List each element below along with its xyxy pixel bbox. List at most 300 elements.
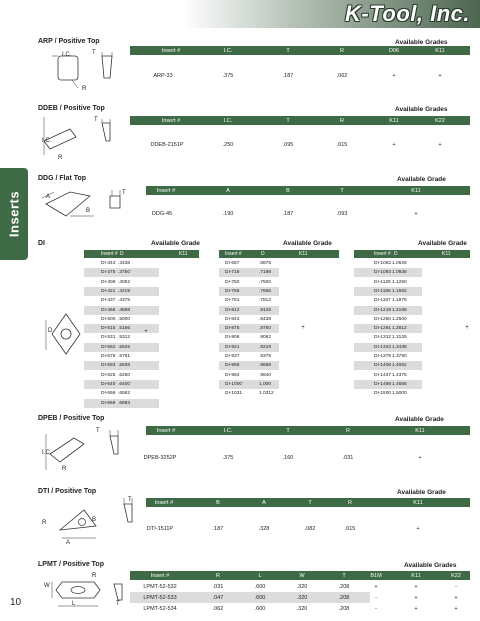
di-table-2-grade-mark: + — [465, 324, 469, 331]
lpmt-row — [130, 581, 457, 592]
di-t0-grades-title: Available Grade — [151, 240, 200, 247]
di-insert-number: DI-669 — [101, 400, 116, 406]
dpeb-c1: .375 — [222, 455, 234, 461]
lpmt-row — [130, 603, 458, 614]
dpeb-t-label: T — [96, 428, 100, 434]
di-table-1-row — [219, 324, 279, 333]
dpeb-h3: R — [346, 427, 350, 434]
arp-c4: + — [392, 73, 396, 79]
di-table-0-row — [84, 371, 159, 380]
di-table-1-row — [219, 306, 279, 315]
lpmt-cell: .600 — [254, 606, 266, 612]
di-d-value: .4062 — [118, 279, 131, 285]
di-table-1-row — [219, 389, 279, 398]
arp-ic-label: I.C. — [62, 52, 72, 58]
di-d-value: .6875 — [259, 261, 272, 266]
di-insert-number: DI-687 — [225, 261, 240, 266]
di-insert-number: DI-1406 — [374, 363, 392, 369]
arp-title: ARP / Positive Top — [38, 38, 100, 45]
dti-c0: DTI-1511P — [146, 526, 174, 532]
ddg-h1: A — [226, 187, 230, 194]
di-insert-number: DI-531 — [101, 335, 116, 341]
di-d-value: .7812 — [259, 298, 272, 304]
di-t1-h1: D — [261, 251, 265, 258]
lpmt-r-label: R — [92, 573, 97, 579]
ddeb-h2: T — [286, 117, 290, 124]
di-d-value: .5312 — [118, 335, 131, 341]
di-d-value: 1.0625 — [392, 261, 407, 266]
di-insert-number: DI-578 — [101, 354, 116, 359]
di-insert-number: DI-593 — [101, 363, 116, 369]
lpmt-cell: .320 — [296, 584, 308, 590]
di-t2-grades-title: Available Grade — [418, 240, 467, 247]
dti-h1: B — [216, 499, 220, 506]
di-d-value: .6400 — [118, 381, 131, 387]
di-table-0-grade-mark: + — [144, 329, 148, 336]
ddeb-row — [130, 139, 470, 150]
dti-c5: + — [416, 526, 420, 532]
lpmt-grades-title: Available Grades — [404, 562, 457, 569]
di-insert-number: DI-1218 — [374, 307, 392, 313]
dpeb-table-header — [146, 426, 470, 435]
di-d-value: 1.1875 — [392, 298, 407, 304]
di-d-value: .7656 — [259, 288, 272, 294]
ddg-h3: T — [340, 187, 344, 194]
side-tab — [0, 168, 28, 260]
di-d-value: .3438 — [118, 261, 131, 266]
di-insert-number: DI-1343 — [374, 344, 392, 350]
di-d-value: .3750 — [118, 270, 131, 276]
arp-c1: .375 — [222, 73, 234, 79]
ddg-h4: K11 — [411, 187, 421, 194]
dpeb-ic-label: I.C. — [42, 450, 52, 456]
di-table-2-row — [354, 333, 422, 342]
ddeb-c5: + — [438, 142, 442, 148]
di-table-0-row — [84, 306, 159, 315]
di-table-1-row — [219, 315, 279, 324]
lpmt-cell: + — [454, 606, 458, 612]
di-insert-number: DI-1062 — [374, 261, 392, 266]
di-d-value: 1.4688 — [392, 381, 407, 387]
di-d-value: 1.1562 — [392, 288, 407, 294]
di-t0-h2: K11 — [179, 251, 188, 258]
dpeb-c3: .031 — [342, 455, 354, 461]
di-table-2-row — [354, 361, 422, 370]
lpmt-h1: R — [216, 572, 220, 579]
ddeb-h5: K22 — [435, 117, 445, 124]
arp-c3: .062 — [336, 73, 348, 79]
arp-t-label: T — [92, 50, 96, 56]
lpmt-t-label: T — [116, 601, 120, 607]
di-insert-number: DI-1031 — [225, 391, 243, 397]
di-d-value: 1.3438 — [392, 344, 407, 350]
ddeb-h0: Insert # — [161, 117, 181, 124]
dpeb-title: DPEB / Positive Top — [38, 415, 105, 422]
ddeb-h4: K11 — [389, 117, 399, 124]
lpmt-h0: Insert # — [150, 572, 170, 579]
di-t1-h2: K11 — [299, 251, 308, 258]
dti-a-label: A — [66, 540, 71, 546]
di-table-1-row — [219, 352, 279, 361]
lpmt-cell: - — [455, 584, 457, 590]
di-table-0-header — [84, 250, 199, 258]
di-d-value: .9375 — [259, 354, 272, 359]
dpeb-c0: DPEB-3252P — [143, 455, 177, 461]
dti-h3: T — [308, 499, 312, 506]
di-insert-number: DI-1500 — [374, 391, 392, 397]
arp-h2: T — [286, 47, 290, 54]
dti-c4: .015 — [344, 526, 356, 532]
di-d-value: .8750 — [259, 326, 272, 332]
di-table-2-row — [354, 343, 422, 352]
di-insert-number: DI-750 — [225, 279, 240, 285]
di-d-label: D — [48, 328, 53, 334]
di-d-value: 1.3750 — [392, 354, 407, 359]
di-t2-h1: D — [394, 251, 398, 258]
lpmt-cell: .600 — [254, 595, 266, 601]
lpmt-cell: .600 — [254, 584, 266, 590]
dti-h4: R — [348, 499, 352, 506]
dti-c1: .187 — [212, 526, 224, 532]
di-d-value: .9219 — [259, 344, 272, 350]
di-d-value: 1.0938 — [392, 270, 407, 276]
lpmt-cell: - — [375, 595, 377, 601]
di-table-1-row — [219, 361, 279, 370]
lpmt-h4: T — [342, 572, 346, 579]
arp-table-header — [130, 46, 470, 55]
di-d-value: 1.000 — [259, 381, 272, 387]
di-insert-number: DI-765 — [225, 288, 240, 294]
ddeb-c3: .015 — [336, 142, 348, 148]
lpmt-l-label: L — [72, 601, 76, 607]
di-d-value: 1.0312 — [259, 391, 274, 397]
lpmt-cell: + — [414, 584, 418, 590]
di-table-1-row — [219, 343, 279, 352]
lpmt-h7: K22 — [451, 572, 461, 579]
di-table-1-header — [219, 250, 339, 258]
di-insert-number: DI-625 — [101, 372, 116, 378]
di-d-value: 1.2500 — [392, 316, 407, 322]
di-d-value: .6562 — [118, 391, 131, 397]
lpmt-cell: .208 — [338, 595, 350, 601]
ddeb-ic-label: I.C. — [42, 138, 52, 144]
di-insert-number: DI-375 — [101, 270, 116, 276]
di-table-1-row — [219, 380, 279, 389]
lpmt-title: LPMT / Positive Top — [38, 561, 104, 568]
lpmt-h2: L — [258, 572, 262, 579]
ddg-row — [146, 208, 470, 219]
di-d-value: .5000 — [118, 316, 131, 322]
di-insert-number: DI-718 — [225, 270, 240, 276]
di-insert-number: DI-656 — [101, 391, 116, 397]
di-insert-number: DI-500 — [101, 316, 116, 322]
di-table-2-row — [354, 287, 422, 296]
dpeb-r-label: R — [62, 466, 67, 472]
dpeb-h0: Insert # — [156, 427, 176, 434]
di-d-value: 1.2812 — [392, 326, 407, 332]
lpmt-table-header — [130, 571, 470, 580]
dti-table-header — [146, 498, 470, 507]
di-insert-number: DI-343 — [101, 261, 116, 266]
ddg-c0: DDG-45 — [151, 211, 173, 217]
di-table-1-row — [219, 278, 279, 287]
di-table-1-row — [219, 333, 279, 342]
di-table-2-row — [354, 268, 422, 277]
di-title: DI — [38, 240, 45, 247]
arp-c2: .187 — [282, 73, 294, 79]
di-d-value: .5938 — [118, 363, 131, 369]
lpmt-cell: - — [375, 606, 377, 612]
di-table-2-row — [354, 306, 422, 315]
di-d-value: .6693 — [118, 400, 131, 406]
dti-row — [146, 523, 470, 534]
lpmt-cell: .320 — [296, 606, 308, 612]
lpmt-cell: .208 — [338, 606, 350, 612]
arp-h5: K11 — [435, 47, 445, 54]
page-number: 10 — [10, 597, 22, 608]
ddg-h0: Insert # — [156, 187, 176, 194]
di-insert-number: DI-1250 — [374, 316, 392, 322]
di-t2-h0: Insert # — [374, 251, 391, 258]
di-insert-number: DI-1187 — [374, 298, 391, 304]
dti-h2: A — [262, 499, 266, 506]
di-insert-number: DI-1093 — [374, 270, 392, 276]
ddg-t-label: T — [122, 190, 126, 196]
di-insert-number: DI-812 — [225, 307, 240, 313]
di-insert-number: DI-921 — [225, 344, 240, 350]
lpmt-w-label: W — [44, 583, 50, 589]
di-table-1-row — [219, 371, 279, 380]
di-t0-h0: Insert # — [101, 251, 118, 258]
dti-diagram — [40, 496, 140, 548]
lpmt-cell: LPMT-52-534 — [143, 606, 177, 612]
dti-h5: K11 — [413, 499, 423, 506]
lpmt-cell: .320 — [296, 595, 308, 601]
lpmt-cell: LPMT-52-532 — [143, 584, 177, 590]
di-insert-number: DI-984 — [225, 372, 240, 378]
di-table-2-row — [354, 259, 422, 268]
di-insert-number: DI-1312 — [374, 335, 392, 341]
di-table-2-row — [354, 380, 422, 389]
di-table-1-row — [219, 296, 279, 305]
lpmt-cell: + — [454, 595, 458, 601]
side-tab-label: Inserts — [6, 190, 22, 238]
ddg-diagram — [40, 186, 130, 226]
ddeb-h3: R — [340, 117, 344, 124]
di-insert-number: DI-843 — [225, 316, 240, 322]
brand-logo: K-Tool, Inc. — [345, 1, 470, 26]
di-table-0-row — [84, 315, 159, 324]
di-table-0-row — [84, 380, 159, 389]
arp-h4: D06 — [388, 47, 400, 54]
di-table-1-row — [219, 287, 279, 296]
di-d-value: .8438 — [259, 316, 272, 322]
lpmt-h3: W — [299, 572, 305, 579]
dpeb-c4: + — [418, 455, 422, 461]
lpmt-diagram — [38, 570, 138, 618]
dpeb-grades-title: Available Grade — [395, 416, 444, 423]
di-insert-number: DI-1375 — [374, 354, 392, 359]
di-insert-number: DI-968 — [225, 363, 240, 369]
di-insert-number: DI-562 — [101, 344, 116, 350]
di-d-value: 1.4375 — [392, 372, 407, 378]
di-d-value: .5156 — [118, 326, 131, 332]
lpmt-cell: + — [414, 606, 418, 612]
di-table-0-row — [84, 268, 159, 277]
dti-h0: Insert # — [154, 499, 174, 506]
di-table-2-row — [354, 371, 422, 380]
ddg-a-label: A — [46, 194, 51, 200]
arp-h1: I.C. — [223, 47, 233, 54]
di-table-0-row — [84, 399, 159, 408]
ddg-c2: .187 — [282, 211, 294, 217]
di-t0-h1: D — [120, 251, 124, 258]
dti-t-label: T — [128, 497, 132, 503]
di-insert-number: DI-1125 — [374, 279, 391, 285]
di-table-0-row — [84, 259, 159, 268]
di-table-0-row — [84, 278, 159, 287]
ddg-grades-title: Available Grade — [397, 176, 446, 183]
di-table-0-row — [84, 343, 159, 352]
ddeb-grades-title: Available Grades — [395, 106, 448, 113]
lpmt-cell: .208 — [338, 584, 350, 590]
ddg-c3: .093 — [336, 211, 348, 217]
di-table-1-grade-mark: + — [301, 324, 305, 331]
di-d-value: 1.5000 — [392, 391, 407, 397]
lpmt-cell: LPMT-52-533 — [143, 595, 177, 601]
di-d-value: 1.3125 — [392, 335, 407, 341]
di-table-2-row — [354, 278, 422, 287]
dpeb-diagram — [40, 426, 130, 476]
arp-r-label: R — [82, 86, 87, 92]
di-insert-number: DI-937 — [225, 354, 240, 359]
di-insert-number: DI-640 — [101, 381, 116, 387]
ddeb-c0: DDEB-2151P — [150, 142, 184, 148]
di-d-value: .9062 — [259, 335, 272, 341]
di-d-value: .6250 — [118, 372, 131, 378]
ddg-b-label: B — [86, 208, 91, 214]
di-d-value: .4688 — [118, 307, 131, 313]
di-insert-number: DI-406 — [101, 279, 116, 285]
ddg-c1: .190 — [222, 211, 234, 217]
di-table-1-row — [219, 268, 279, 277]
ddeb-c1: .250 — [222, 142, 234, 148]
lpmt-row — [130, 592, 458, 603]
arp-grades-title: Available Grades — [395, 39, 448, 46]
di-diagram — [44, 310, 88, 358]
ddg-c4: + — [414, 211, 418, 217]
arp-c0: ARP-33 — [153, 73, 173, 79]
di-insert-number: DI-1468 — [374, 381, 392, 387]
ddeb-title: DDEB / Positive Top — [38, 105, 105, 112]
di-insert-number: DI-468 — [101, 307, 116, 313]
dti-title: DTI / Positive Top — [38, 488, 97, 495]
lpmt-cell: .047 — [212, 595, 224, 601]
di-insert-number: DI-1437 — [374, 372, 392, 378]
lpmt-cell: + — [414, 595, 418, 601]
di-d-value: .9840 — [259, 372, 272, 378]
di-insert-number: DI-781 — [225, 298, 240, 304]
ddg-title: DDG / Flat Top — [38, 175, 87, 182]
di-d-value: .4219 — [118, 288, 131, 294]
di-insert-number: DI-1281 — [374, 326, 392, 332]
ddeb-r-label: R — [58, 155, 63, 161]
di-t1-grades-title: Available Grade — [283, 240, 332, 247]
di-d-value: 1.1250 — [392, 279, 407, 285]
dti-grades-title: Available Grade — [397, 489, 446, 496]
di-table-2-row — [354, 352, 422, 361]
lpmt-cell: .062 — [212, 606, 224, 612]
di-insert-number: DI-1156 — [374, 288, 391, 294]
ddeb-c2: .095 — [282, 142, 294, 148]
di-insert-number: DI-1000 — [225, 381, 243, 387]
di-table-2-row — [354, 324, 422, 333]
dpeb-h1: I.C. — [223, 427, 233, 434]
lpmt-h5: B1M — [370, 572, 382, 579]
lpmt-cell: + — [374, 584, 378, 590]
di-table-0-row — [84, 287, 159, 296]
di-d-value: .4375 — [118, 298, 131, 304]
di-d-value: 1.4062 — [392, 363, 407, 369]
di-insert-number: DI-875 — [225, 326, 240, 332]
dti-b-label: B — [92, 517, 97, 523]
di-table-0-row — [84, 352, 159, 361]
dti-c2: .328 — [258, 526, 270, 532]
di-d-value: .7500 — [259, 279, 272, 285]
di-table-0-row — [84, 361, 159, 370]
ddeb-c4: + — [392, 142, 396, 148]
di-t2-h2: K11 — [442, 251, 451, 258]
di-insert-number: DI-437 — [101, 298, 116, 304]
dti-c3: .082 — [304, 526, 316, 532]
ddeb-t-label: T — [94, 117, 98, 123]
di-insert-number: DI-515 — [101, 326, 116, 332]
di-table-0-row — [84, 296, 159, 305]
di-table-2-row — [354, 296, 422, 305]
dpeb-c2: .160 — [282, 455, 294, 461]
lpmt-h6: K11 — [411, 572, 421, 579]
di-d-value: 1.2188 — [392, 307, 407, 313]
di-table-1-row — [219, 259, 279, 268]
arp-h3: R — [340, 47, 344, 54]
di-table-2-row — [354, 315, 422, 324]
di-d-value: .7188 — [259, 270, 272, 276]
di-insert-number: DI-906 — [225, 335, 240, 341]
dpeb-row — [143, 452, 470, 463]
dpeb-h2: T — [286, 427, 290, 434]
ddeb-table-header — [130, 116, 470, 125]
di-d-value: .9688 — [259, 363, 272, 369]
ddeb-h1: I.C. — [223, 117, 233, 124]
di-t1-h0: Insert # — [225, 251, 242, 258]
ddeb-diagram — [40, 115, 120, 163]
dpeb-h4: K11 — [415, 427, 425, 434]
arp-h0: Insert # — [161, 47, 181, 54]
di-table-0-row — [84, 389, 159, 398]
ddg-table-header — [146, 186, 470, 195]
di-table-2-row — [354, 389, 422, 398]
di-d-value: .5781 — [118, 354, 131, 359]
di-d-value: .5625 — [118, 344, 131, 350]
di-d-value: .8125 — [259, 307, 272, 313]
arp-row — [130, 70, 470, 81]
arp-c5: + — [438, 73, 442, 79]
ddg-h2: B — [286, 187, 290, 194]
di-insert-number: DI-421 — [101, 288, 116, 294]
dti-r-label: R — [42, 520, 47, 526]
lpmt-cell: .031 — [212, 584, 224, 590]
di-table-2-header — [354, 250, 470, 258]
